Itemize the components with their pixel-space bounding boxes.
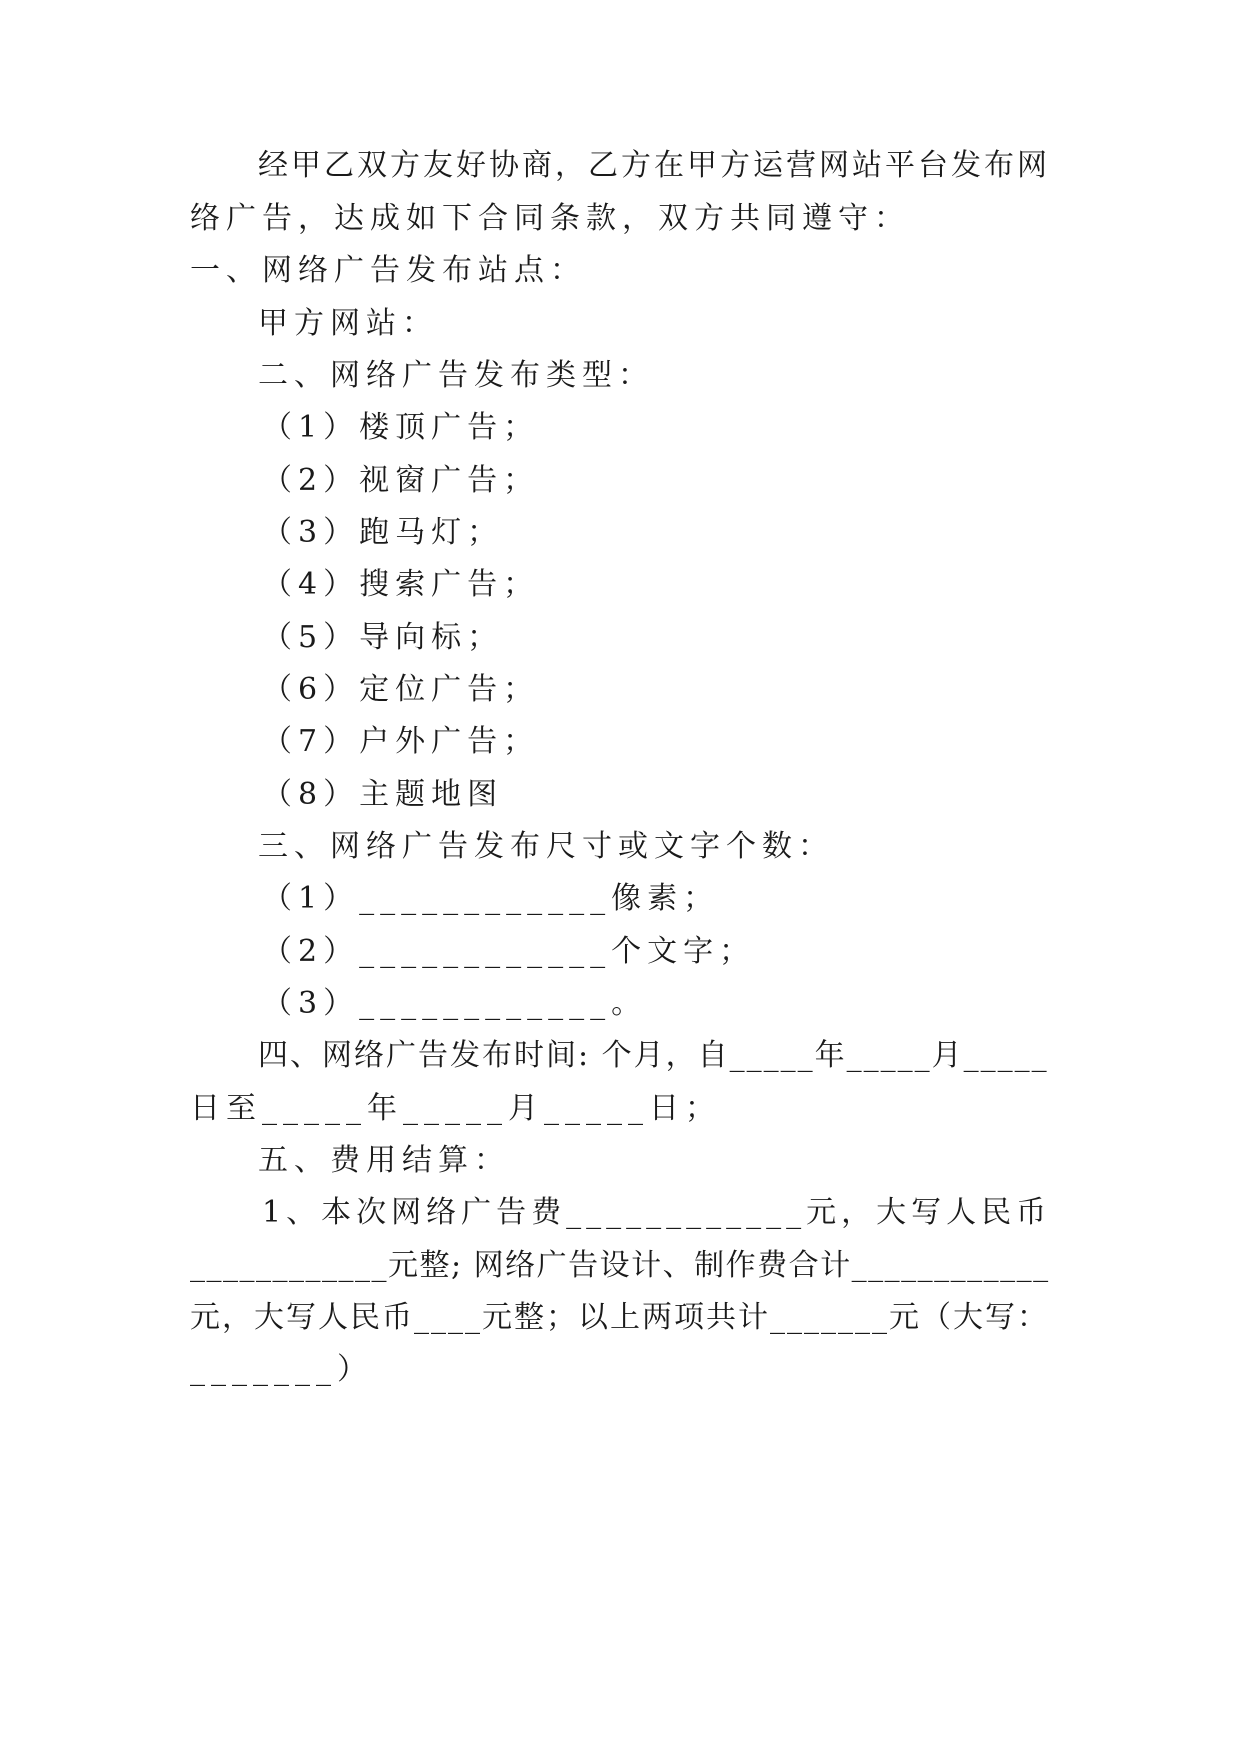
- ad-type-item: （2）视窗广告；: [262, 463, 540, 498]
- ad-type-item: （5）导向标；: [262, 620, 504, 655]
- size-field-item: （3）____________。: [262, 986, 648, 1021]
- paragraph-intro-line-1: 经甲乙双方友好协商，乙方在甲方运营网站平台发布网: [258, 148, 1050, 183]
- section-heading-2: 二、网络广告发布类型：: [258, 358, 654, 393]
- ad-type-item: （7）户外广告；: [262, 724, 540, 759]
- section-heading-1: 一、网络广告发布站点：: [190, 253, 586, 288]
- publish-time-line-1: 四、网络广告发布时间: 个月，自_____年_____月_____: [258, 1038, 1049, 1073]
- publish-time-line-2: 日至_____年_____月_____日；: [190, 1091, 721, 1126]
- section-heading-3: 三、网络广告发布尺寸或文字个数：: [258, 829, 834, 864]
- fee-line-2: ____________元整; 网络广告设计、制作费合计____________: [190, 1248, 1050, 1283]
- site-field: 甲方网站：: [258, 306, 438, 341]
- ad-type-item: （1）楼顶广告；: [262, 410, 540, 445]
- ad-type-item: （3）跑马灯；: [262, 515, 504, 550]
- size-field-item: （1）____________像素；: [262, 881, 720, 916]
- ad-type-item: （6）定位广告；: [262, 672, 540, 707]
- paragraph-intro-line-2: 络广告，达成如下合同条款，双方共同遵守：: [190, 201, 910, 236]
- fee-line-3: 元，大写人民币____元整；以上两项共计_______元（大写：: [190, 1300, 1049, 1335]
- fee-line-4: _______）: [190, 1352, 373, 1387]
- size-field-item: （2）____________个文字；: [262, 934, 756, 969]
- ad-type-item: （4）搜索广告；: [262, 567, 540, 602]
- section-heading-5: 五、费用结算：: [258, 1143, 510, 1178]
- ad-type-item: （8）主题地图: [262, 777, 504, 812]
- fee-line-1: 1、本次网络广告费____________元，大写人民币: [262, 1195, 1052, 1230]
